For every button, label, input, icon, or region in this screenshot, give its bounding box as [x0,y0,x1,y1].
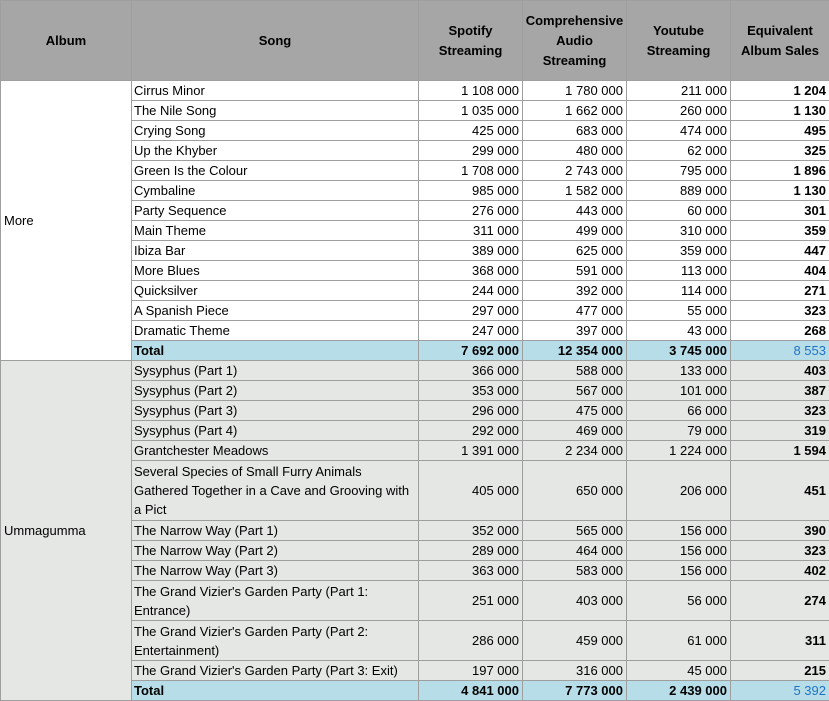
spotify-cell[interactable]: 299 000 [419,141,523,161]
spotify-cell[interactable]: 389 000 [419,241,523,261]
youtube-cell[interactable]: 113 000 [627,261,731,281]
spotify-cell[interactable]: 353 000 [419,381,523,401]
song-cell[interactable]: Green Is the Colour [132,161,419,181]
comprehensive-audio-cell[interactable]: 469 000 [523,421,627,441]
song-cell[interactable]: Crying Song [132,121,419,141]
comprehensive-audio-cell[interactable]: 403 000 [523,581,627,621]
equivalent-album-sales-cell[interactable]: 271 [731,281,829,301]
comprehensive-audio-cell[interactable]: 591 000 [523,261,627,281]
spotify-cell[interactable]: 363 000 [419,561,523,581]
equivalent-album-sales-cell[interactable]: 495 [731,121,829,141]
youtube-cell[interactable]: 45 000 [627,661,731,681]
comprehensive-audio-cell[interactable]: 477 000 [523,301,627,321]
spotify-cell[interactable]: 1 108 000 [419,81,523,101]
comprehensive-audio-cell[interactable]: 392 000 [523,281,627,301]
total-youtube-cell[interactable]: 2 439 000 [627,681,731,701]
spotify-cell[interactable]: 985 000 [419,181,523,201]
equivalent-album-sales-cell[interactable]: 323 [731,301,829,321]
spotify-cell[interactable]: 276 000 [419,201,523,221]
youtube-cell[interactable]: 62 000 [627,141,731,161]
equivalent-album-sales-cell[interactable]: 404 [731,261,829,281]
spotify-cell[interactable]: 197 000 [419,661,523,681]
spotify-cell[interactable]: 405 000 [419,461,523,521]
comprehensive-audio-cell[interactable]: 443 000 [523,201,627,221]
header-album[interactable]: Album [1,1,132,81]
youtube-cell[interactable]: 206 000 [627,461,731,521]
song-cell[interactable]: Cirrus Minor [132,81,419,101]
comprehensive-audio-cell[interactable]: 583 000 [523,561,627,581]
song-cell[interactable]: The Narrow Way (Part 1) [132,521,419,541]
equivalent-album-sales-cell[interactable]: 451 [731,461,829,521]
equivalent-album-sales-cell[interactable]: 402 [731,561,829,581]
song-cell[interactable]: Grantchester Meadows [132,441,419,461]
youtube-cell[interactable]: 359 000 [627,241,731,261]
youtube-cell[interactable]: 61 000 [627,621,731,661]
spotify-cell[interactable]: 1 035 000 [419,101,523,121]
equivalent-album-sales-cell[interactable]: 1 130 [731,101,829,121]
comprehensive-audio-cell[interactable]: 459 000 [523,621,627,661]
total-label[interactable]: Total [132,681,419,701]
album-group-ummagumma [1,361,829,701]
youtube-cell[interactable]: 795 000 [627,161,731,181]
spotify-cell[interactable]: 286 000 [419,621,523,661]
equivalent-album-sales-cell[interactable]: 390 [731,521,829,541]
song-cell[interactable]: Up the Khyber [132,141,419,161]
spotify-cell[interactable]: 247 000 [419,321,523,341]
header-youtube[interactable]: Youtube Streaming [627,1,731,81]
equivalent-album-sales-cell[interactable]: 319 [731,421,829,441]
youtube-cell[interactable]: 43 000 [627,321,731,341]
song-cell[interactable]: Sysyphus (Part 4) [132,421,419,441]
youtube-cell[interactable]: 1 224 000 [627,441,731,461]
spotify-cell[interactable]: 1 708 000 [419,161,523,181]
song-cell[interactable]: The Narrow Way (Part 3) [132,561,419,581]
total-spotify-cell[interactable]: 7 692 000 [419,341,523,361]
equivalent-album-sales-cell[interactable]: 323 [731,541,829,561]
youtube-cell[interactable]: 889 000 [627,181,731,201]
total-comprehensive-audio-cell[interactable]: 7 773 000 [523,681,627,701]
equivalent-album-sales-cell[interactable]: 403 [731,361,829,381]
youtube-cell[interactable]: 101 000 [627,381,731,401]
comprehensive-audio-cell[interactable]: 480 000 [523,141,627,161]
album-group-more [1,81,829,361]
song-cell[interactable]: More Blues [132,261,419,281]
comprehensive-audio-cell[interactable]: 683 000 [523,121,627,141]
header-comprehensive-audio[interactable]: Comprehensive Audio Streaming [523,1,627,81]
song-cell[interactable]: A Spanish Piece [132,301,419,321]
youtube-cell[interactable]: 56 000 [627,581,731,621]
youtube-cell[interactable]: 156 000 [627,561,731,581]
comprehensive-audio-cell[interactable]: 464 000 [523,541,627,561]
comprehensive-audio-cell[interactable]: 567 000 [523,381,627,401]
equivalent-album-sales-cell[interactable]: 274 [731,581,829,621]
comprehensive-audio-cell[interactable]: 1 582 000 [523,181,627,201]
equivalent-album-sales-cell[interactable]: 215 [731,661,829,681]
youtube-cell[interactable]: 66 000 [627,401,731,421]
youtube-cell[interactable]: 474 000 [627,121,731,141]
youtube-cell[interactable]: 260 000 [627,101,731,121]
spotify-cell[interactable]: 366 000 [419,361,523,381]
header-equivalent-album-sales[interactable]: Equivalent Album Sales [731,1,829,81]
comprehensive-audio-cell[interactable]: 2 743 000 [523,161,627,181]
album-name-cell[interactable]: Ummagumma [1,361,132,701]
comprehensive-audio-cell[interactable]: 588 000 [523,361,627,381]
equivalent-album-sales-cell[interactable]: 323 [731,401,829,421]
spotify-cell[interactable]: 368 000 [419,261,523,281]
comprehensive-audio-cell[interactable]: 397 000 [523,321,627,341]
spotify-cell[interactable]: 311 000 [419,221,523,241]
youtube-cell[interactable]: 211 000 [627,81,731,101]
youtube-cell[interactable]: 310 000 [627,221,731,241]
spotify-cell[interactable]: 296 000 [419,401,523,421]
youtube-cell[interactable]: 55 000 [627,301,731,321]
song-cell[interactable]: Dramatic Theme [132,321,419,341]
total-equivalent-album-sales-cell[interactable]: 5 392 [731,681,829,701]
comprehensive-audio-cell[interactable]: 1 780 000 [523,81,627,101]
spotify-cell[interactable]: 425 000 [419,121,523,141]
spotify-cell[interactable]: 297 000 [419,301,523,321]
song-cell[interactable]: The Grand Vizier's Garden Party (Part 2: Entertainment) [132,621,419,661]
song-cell[interactable]: Party Sequence [132,201,419,221]
total-equivalent-album-sales-cell[interactable]: 8 553 [731,341,829,361]
comprehensive-audio-cell[interactable]: 499 000 [523,221,627,241]
total-comprehensive-audio-cell[interactable]: 12 354 000 [523,341,627,361]
spotify-cell[interactable]: 289 000 [419,541,523,561]
equivalent-album-sales-cell[interactable]: 311 [731,621,829,661]
table-row [1,361,829,381]
youtube-cell[interactable]: 156 000 [627,521,731,541]
song-cell[interactable]: The Narrow Way (Part 2) [132,541,419,561]
song-cell[interactable]: Main Theme [132,221,419,241]
comprehensive-audio-cell[interactable]: 475 000 [523,401,627,421]
song-cell[interactable]: Sysyphus (Part 3) [132,401,419,421]
total-youtube-cell[interactable]: 3 745 000 [627,341,731,361]
song-cell[interactable]: Ibiza Bar [132,241,419,261]
equivalent-album-sales-cell[interactable]: 1 130 [731,181,829,201]
equivalent-album-sales-cell[interactable]: 1 896 [731,161,829,181]
comprehensive-audio-cell[interactable]: 1 662 000 [523,101,627,121]
comprehensive-audio-cell[interactable]: 625 000 [523,241,627,261]
equivalent-album-sales-cell[interactable]: 325 [731,141,829,161]
header-spotify[interactable]: Spotify Streaming [419,1,523,81]
song-cell[interactable]: The Grand Vizier's Garden Party (Part 1: Entrance) [132,581,419,621]
table-row [1,81,829,101]
comprehensive-audio-cell[interactable]: 2 234 000 [523,441,627,461]
youtube-cell[interactable]: 114 000 [627,281,731,301]
comprehensive-audio-cell[interactable]: 650 000 [523,461,627,521]
header-row [1,1,829,81]
comprehensive-audio-cell[interactable]: 316 000 [523,661,627,681]
song-cell[interactable]: The Nile Song [132,101,419,121]
youtube-cell[interactable]: 156 000 [627,541,731,561]
equivalent-album-sales-cell[interactable]: 268 [731,321,829,341]
song-cell[interactable]: Several Species of Small Furry Animals Gathered Together in a Cave and Grooving with a Pict [132,461,419,521]
album-name-cell[interactable]: More [1,81,132,361]
song-cell[interactable]: The Grand Vizier's Garden Party (Part 3: Exit) [132,661,419,681]
song-cell[interactable]: Quicksilver [132,281,419,301]
spotify-cell[interactable]: 1 391 000 [419,441,523,461]
equivalent-album-sales-cell[interactable]: 301 [731,201,829,221]
equivalent-album-sales-cell[interactable]: 1 594 [731,441,829,461]
equivalent-album-sales-cell[interactable]: 387 [731,381,829,401]
song-cell[interactable]: Cymbaline [132,181,419,201]
youtube-cell[interactable]: 133 000 [627,361,731,381]
spotify-cell[interactable]: 244 000 [419,281,523,301]
youtube-cell[interactable]: 79 000 [627,421,731,441]
song-cell[interactable]: Sysyphus (Part 1) [132,361,419,381]
equivalent-album-sales-cell[interactable]: 447 [731,241,829,261]
total-label[interactable]: Total [132,341,419,361]
equivalent-album-sales-cell[interactable]: 1 204 [731,81,829,101]
total-spotify-cell[interactable]: 4 841 000 [419,681,523,701]
header-song[interactable]: Song [132,1,419,81]
equivalent-album-sales-cell[interactable]: 359 [731,221,829,241]
youtube-cell[interactable]: 60 000 [627,201,731,221]
spotify-cell[interactable]: 352 000 [419,521,523,541]
song-cell[interactable]: Sysyphus (Part 2) [132,381,419,401]
spotify-cell[interactable]: 292 000 [419,421,523,441]
comprehensive-audio-cell[interactable]: 565 000 [523,521,627,541]
spotify-cell[interactable]: 251 000 [419,581,523,621]
